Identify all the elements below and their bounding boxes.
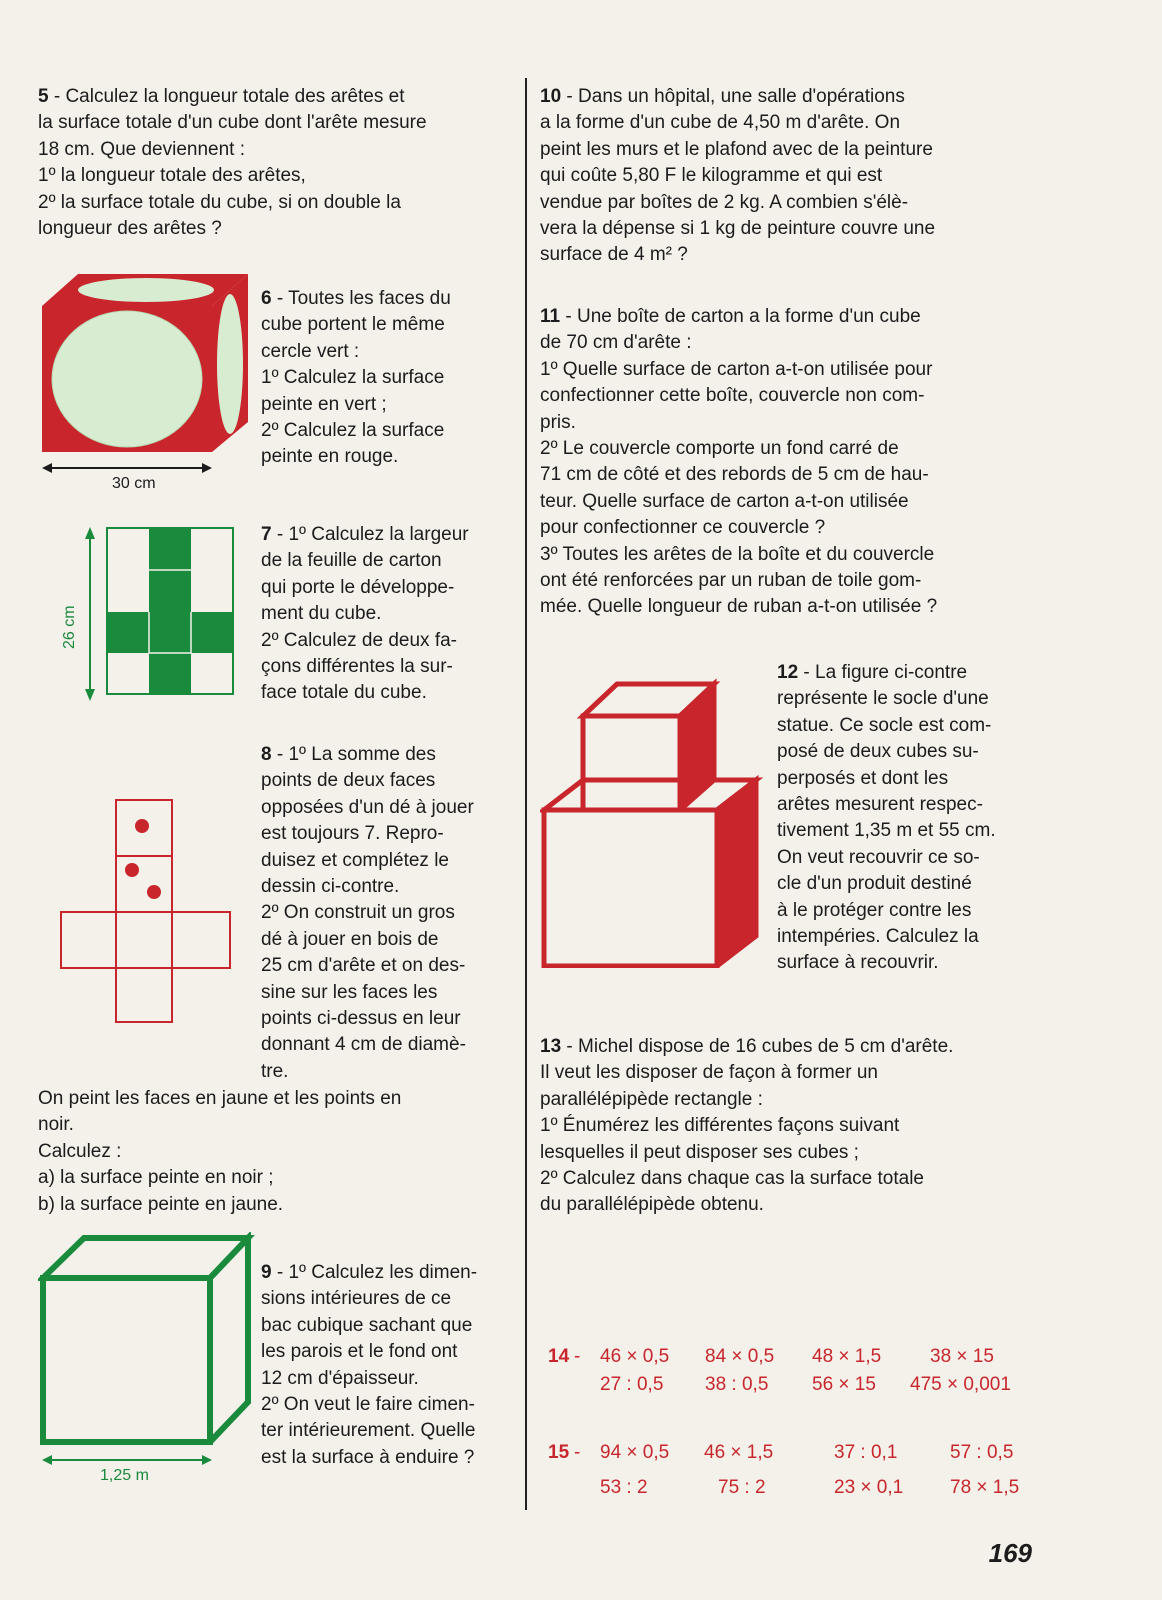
- text-line: 2º Calculez dans chaque cas la surface totale: [540, 1168, 924, 1190]
- text-line: confectionner cette boîte, couvercle non com-: [540, 385, 925, 407]
- text-line: parallélépipède rectangle :: [540, 1088, 763, 1110]
- text-line: On peint les faces en jaune et les points en: [38, 1088, 402, 1109]
- text-line: 18 cm. Que deviennent :: [38, 138, 246, 160]
- column-divider: [525, 78, 527, 1510]
- dash: -: [574, 1346, 581, 1367]
- text-line: cercle vert :: [261, 340, 360, 362]
- text-line: - Toutes les faces du: [271, 288, 451, 309]
- text-line: qui porte le développe-: [261, 576, 455, 598]
- text-line: 25 cm d'arête et on des-: [261, 955, 466, 977]
- calc-item: 53 : 2: [600, 1477, 648, 1498]
- calc-item: 46 × 0,5: [600, 1346, 670, 1367]
- text-line: points ci-dessus en leur: [261, 1008, 461, 1030]
- text-line: Calculez :: [38, 1140, 122, 1162]
- text-line: perposés et dont les: [777, 767, 949, 789]
- text-line: de 70 cm d'arête :: [540, 332, 692, 354]
- bac-cube-figure: [38, 1232, 258, 1482]
- text-line: 2º la surface totale du cube, si on double la: [38, 191, 401, 213]
- text-line: sions intérieures de ce: [261, 1288, 452, 1310]
- text-line: - Michel dispose de 16 cubes de 5 cm d'arête.: [561, 1036, 954, 1057]
- exercise-number: 14: [548, 1346, 570, 1367]
- text-line: b) la surface peinte en jaune.: [38, 1193, 284, 1215]
- text-line: 2º Le couvercle comporte un fond carré de: [540, 438, 899, 460]
- calc-item: 78 × 1,5: [950, 1477, 1020, 1498]
- text-line: - Une boîte de carton a la forme d'un cube: [560, 306, 921, 327]
- page-number: 169: [988, 1538, 1032, 1568]
- exercise-number: 5: [38, 86, 49, 107]
- exercise-6: [261, 286, 510, 471]
- text-line: la surface totale d'un cube dont l'arête mesure: [38, 112, 427, 134]
- bac-edge-label: 1,25 m: [100, 1467, 149, 1482]
- text-line: vendue par boîtes de 2 kg. A combien s'élè-: [540, 191, 909, 213]
- text-line: Il veut les disposer de façon à former un: [540, 1062, 878, 1084]
- text-line: 2º Calculez de deux fa-: [261, 629, 457, 651]
- text-line: qui coûte 5,80 F le kilogramme et qui est: [540, 165, 883, 187]
- exercise-13: [540, 1034, 1014, 1219]
- exercise-number: 15: [548, 1442, 570, 1463]
- text-line: peinte en rouge.: [261, 446, 399, 468]
- text-line: mée. Quelle longueur de ruban a-t-on utilisée ?: [540, 596, 938, 618]
- exercise-number: 7: [261, 524, 272, 545]
- text-line: donnant 4 cm de diamè-: [261, 1034, 466, 1056]
- text-line: cle d'un produit destiné: [777, 873, 972, 895]
- text-line: tivement 1,35 m et 55 cm.: [777, 820, 996, 842]
- calc-item: 475 × 0,001: [910, 1374, 1011, 1395]
- text-line: - Calculez la longueur totale des arêtes et: [48, 86, 405, 107]
- calc-item: 75 : 2: [718, 1477, 766, 1498]
- dash: -: [574, 1442, 581, 1463]
- text-line: peint les murs et le plafond avec de la peinture: [540, 138, 933, 160]
- text-line: posé de deux cubes su-: [777, 741, 979, 763]
- text-line: çons différentes la sur-: [261, 656, 453, 678]
- calc-item: 23 × 0,1: [834, 1477, 904, 1498]
- text-line: tre.: [261, 1060, 289, 1082]
- text-line: - 1º Calculez les dimen-: [271, 1262, 478, 1283]
- text-line: sine sur les faces les: [261, 981, 438, 1003]
- text-line: dé à jouer en bois de: [261, 928, 439, 950]
- exercise-12: [777, 660, 1014, 977]
- exercise-5: [38, 84, 510, 242]
- text-line: 1º Quelle surface de carton a-t-on utilisée pour: [540, 358, 933, 380]
- text-line: intempéries. Calculez la: [777, 926, 979, 948]
- text-line: 3º Toutes les arêtes de la boîte et du couvercle: [540, 543, 935, 565]
- text-line: opposées d'un dé à jouer: [261, 796, 474, 818]
- text-line: - 1º La somme des: [271, 744, 436, 765]
- edge-length-label: 30 cm: [112, 475, 156, 492]
- exercise-number: 12: [777, 662, 799, 683]
- exercise-11: [540, 304, 1014, 621]
- net-height-label: 26 cm: [61, 605, 78, 649]
- exercise-number: 10: [540, 86, 562, 107]
- calc-item: 38 × 15: [930, 1346, 994, 1367]
- text-line: a la forme d'un cube de 4,50 m d'arête. On: [540, 112, 901, 134]
- text-line: est la surface à enduire ?: [261, 1446, 475, 1468]
- text-line: ment du cube.: [261, 603, 382, 625]
- text-line: surface de 4 m² ?: [540, 244, 688, 266]
- text-line: statue. Ce socle est com-: [777, 714, 992, 736]
- text-line: duisez et complétez le: [261, 849, 449, 871]
- text-line: 12 cm d'épaisseur.: [261, 1367, 419, 1389]
- calc-item: 84 × 0,5: [705, 1346, 775, 1367]
- calc-item: 48 × 1,5: [812, 1346, 882, 1367]
- text-line: est toujours 7. Repro-: [261, 823, 444, 845]
- calc-item: 94 × 0,5: [600, 1442, 670, 1463]
- text-line: longueur des arêtes ?: [38, 218, 222, 240]
- text-line: peinte en vert ;: [261, 393, 387, 415]
- text-line: 1º Calculez la surface: [261, 367, 445, 389]
- exercise-number: 6: [261, 288, 272, 309]
- exercise-number: 8: [261, 744, 272, 765]
- exercise-10: [540, 84, 1014, 269]
- text-line: 2º Calculez la surface: [261, 420, 445, 442]
- text-line: de la feuille de carton: [261, 550, 442, 572]
- text-line: face totale du cube.: [261, 682, 427, 704]
- text-line: points de deux faces: [261, 770, 436, 792]
- exercise-number: 9: [261, 1262, 272, 1283]
- exercise-number: 13: [540, 1036, 562, 1057]
- calc-item: 56 × 15: [812, 1374, 876, 1395]
- calc-item: 38 : 0,5: [705, 1374, 769, 1395]
- text-line: - 1º Calculez la largeur: [271, 524, 469, 545]
- cube-circles-figure: [38, 270, 253, 495]
- cube-net-figure: [50, 525, 240, 715]
- text-line: ont été renforcées par un ruban de toile gom-: [540, 570, 922, 592]
- text-line: vera la dépense si 1 kg de peinture couvre une: [540, 218, 936, 240]
- text-line: cube portent le même: [261, 314, 445, 336]
- exercise-9: [261, 1260, 513, 1471]
- text-line: - La figure ci-contre: [798, 662, 968, 683]
- text-line: pris.: [540, 411, 576, 433]
- text-line: 2º On construit un gros: [261, 902, 455, 924]
- text-line: 1º la longueur totale des arêtes,: [38, 165, 306, 187]
- text-line: ter intérieurement. Quelle: [261, 1420, 476, 1442]
- stacked-cubes-figure: [540, 676, 765, 968]
- exercise-7: [261, 522, 510, 707]
- text-line: 71 cm de côté et des rebords de 5 cm de hau-: [540, 464, 929, 486]
- text-line: On veut recouvrir ce so-: [777, 846, 980, 868]
- text-line: les parois et le fond ont: [261, 1341, 458, 1363]
- exercise-number: 11: [540, 306, 561, 327]
- exercise-8: [261, 742, 510, 1085]
- exercise-8-continued: [38, 1086, 510, 1218]
- text-line: du parallélépipède obtenu.: [540, 1194, 764, 1216]
- calc-item: 57 : 0,5: [950, 1442, 1014, 1463]
- text-line: 2º On veut le faire cimen-: [261, 1394, 475, 1416]
- text-line: surface à recouvrir.: [777, 952, 939, 974]
- text-line: dessin ci-contre.: [261, 876, 400, 898]
- text-line: a) la surface peinte en noir ;: [38, 1167, 274, 1189]
- text-line: pour confectionner ce couvercle ?: [540, 517, 826, 539]
- dice-net-figure: [58, 796, 238, 1026]
- calc-item: 37 : 0,1: [834, 1442, 898, 1463]
- text-line: lesquelles il peut disposer ses cubes ;: [540, 1141, 859, 1163]
- text-line: bac cubique sachant que: [261, 1314, 473, 1336]
- text-line: à le protéger contre les: [777, 899, 972, 921]
- calc-item: 46 × 1,5: [704, 1442, 774, 1463]
- text-line: arêtes mesurent respec-: [777, 794, 983, 816]
- text-line: teur. Quelle surface de carton a-t-on utilisée: [540, 490, 909, 512]
- text-line: 1º Énumérez les différentes façons suivant: [540, 1115, 900, 1137]
- text-line: noir.: [38, 1114, 74, 1136]
- calc-item: 27 : 0,5: [600, 1374, 664, 1395]
- text-line: représente le socle d'une: [777, 688, 989, 710]
- text-line: - Dans un hôpital, une salle d'opérations: [561, 86, 905, 107]
